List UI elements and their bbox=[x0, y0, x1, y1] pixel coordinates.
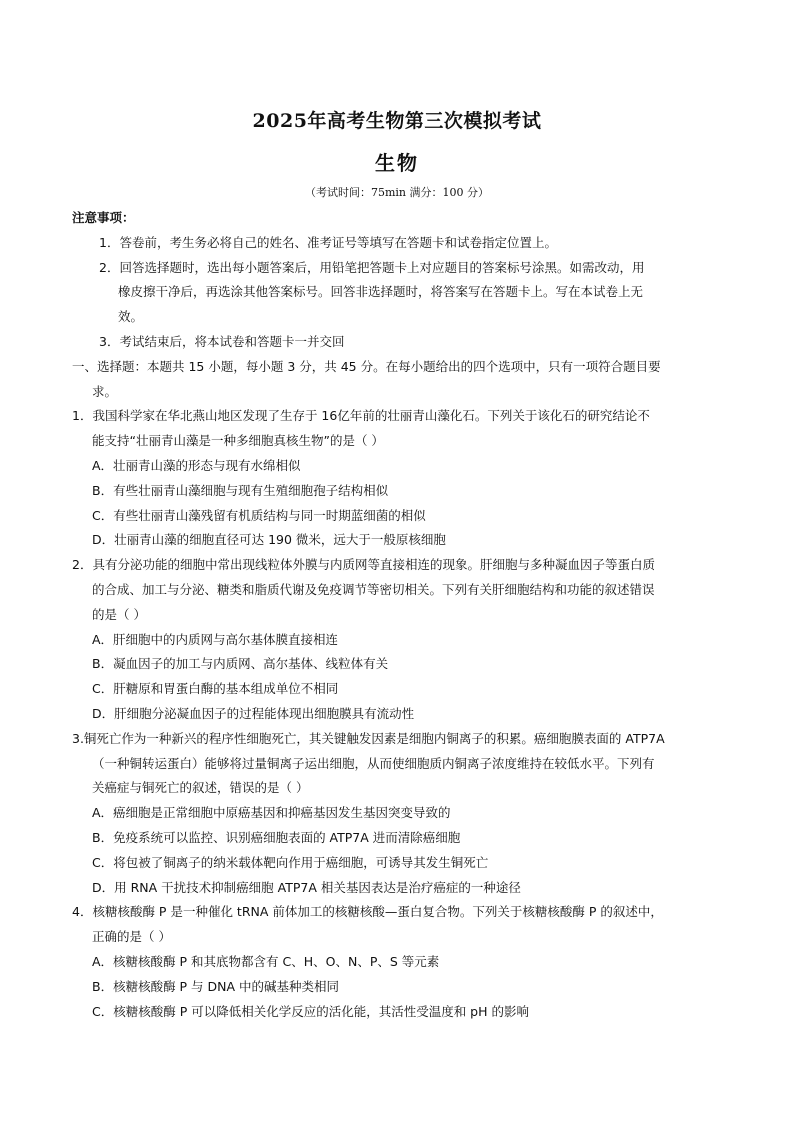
notice-item-continued: 效。 bbox=[118, 309, 144, 325]
question-option: A．癌细胞是正常细胞中原癌基因和抑癌基因发生基因突变导致的 bbox=[92, 805, 451, 821]
question-option: A．核糖核酸酶 P 和其底物都含有 C、H、O、N、P、S 等元素 bbox=[92, 953, 440, 969]
question-stem-continued: 正确的是（ ） bbox=[92, 929, 171, 945]
question-option: C．将包被了铜离子的纳米载体靶向作用于癌细胞，可诱导其发生铜死亡 bbox=[92, 854, 489, 870]
subject-title: 生物 bbox=[375, 151, 419, 175]
notice-item: 2．回答选择题时，选出每小题答案后，用铅笔把答题卡上对应题目的答案标号涂黑。如需改动，用 bbox=[99, 259, 645, 275]
section-heading: 一、选择题：本题共 15 小题，每小题 3 分，共 45 分。在每小题给出的四个选项中，只有一项符合题目要 bbox=[72, 358, 661, 374]
question-stem-continued: 的合成、加工与分泌、糖类和脂质代谢及免疫调节等密切相关。下列有关肝细胞结构和功能的叙述错误 bbox=[92, 581, 655, 597]
exam-meta: （考试时间：75min 满分：100 分） bbox=[304, 186, 490, 199]
question-option: A．肝细胞中的内质网与高尔基体膜直接相连 bbox=[92, 631, 339, 647]
question-option: C．有些壮丽青山藻残留有机质结构与同一时期蓝细菌的相似 bbox=[92, 507, 426, 523]
question-option: C．肝糖原和胃蛋白酶的基本组成单位不相同 bbox=[92, 681, 339, 697]
question-stem: 4．核糖核酸酶 P 是一种催化 tRNA 前体加工的核糖核酸—蛋白复合物。下列关于核糖核酸酶 P 的叙述中， bbox=[72, 904, 663, 920]
notice-heading: 注意事项： bbox=[72, 210, 135, 225]
question-stem: 2．具有分泌功能的细胞中常出现线粒体外膜与内质网等直接相连的现象。肝细胞与多种凝血因子等蛋白质 bbox=[72, 557, 655, 573]
question-stem-continued: 能支持“壮丽青山藻是一种多细胞真核生物”的是（ ） bbox=[92, 433, 384, 449]
question-stem: 1．我国科学家在华北燕山地区发现了生存于 16亿年前的壮丽青山藻化石。下列关于该化石的研究结论不 bbox=[72, 408, 650, 424]
question-option: D．壮丽青山藻的细胞直径可达 190 微米，远大于一般原核细胞 bbox=[92, 532, 446, 548]
notice-item: 3．考试结束后，将本试卷和答题卡一并交回 bbox=[99, 333, 345, 349]
question-option: B．凝血因子的加工与内质网、高尔基体、线粒体有关 bbox=[92, 656, 389, 672]
exam-body bbox=[72, 206, 724, 1024]
question-option: D．用 RNA 干扰技术抑制癌细胞 ATP7A 相关基因表达是治疗癌症的一种途径 bbox=[92, 879, 521, 895]
question-stem-continued: 的是（ ） bbox=[92, 606, 146, 622]
question-option: D．肝细胞分泌凝血因子的过程能体现出细胞膜具有流动性 bbox=[92, 705, 415, 721]
question-option: B．有些壮丽青山藻细胞与现有生殖细胞孢子结构相似 bbox=[92, 482, 389, 498]
question-option: B．免疫系统可以监控、识别癌细胞表面的 ATP7A 进而清除癌细胞 bbox=[92, 829, 461, 845]
question-stem: 3.铜死亡作为一种新兴的程序性细胞死亡，其关键触发因素是细胞内铜离子的积累。癌细胞膜表面的 ATP7A bbox=[72, 730, 665, 746]
question-stem-continued: 关癌症与铜死亡的叙述，错误的是（ ） bbox=[92, 780, 309, 796]
question-option: A．壮丽青山藻的形态与现有水绵相似 bbox=[92, 457, 301, 473]
question-option: C．核糖核酸酶 P 可以降低相关化学反应的活化能，其活性受温度和 pH 的影响 bbox=[92, 1003, 529, 1019]
notice-item: 1．答卷前，考生务必将自己的姓名、准考证号等填写在答题卡和试卷指定位置上。 bbox=[99, 234, 557, 250]
notice-item-continued: 橡皮擦干净后，再选涂其他答案标号。回答非选择题时，将答案写在答题卡上。写在本试卷上无 bbox=[118, 284, 644, 300]
question-stem-continued: （一种铜转运蛋白）能够将过量铜离子运出细胞，从而使细胞质内铜离子浓度维持在较低水平。下列有 bbox=[92, 755, 655, 771]
question-option: B．核糖核酸酶 P 与 DNA 中的碱基种类相同 bbox=[92, 978, 340, 994]
section-heading-continued: 求。 bbox=[92, 383, 118, 399]
exam-title: 2025年高考生物第三次模拟考试 bbox=[252, 110, 542, 132]
